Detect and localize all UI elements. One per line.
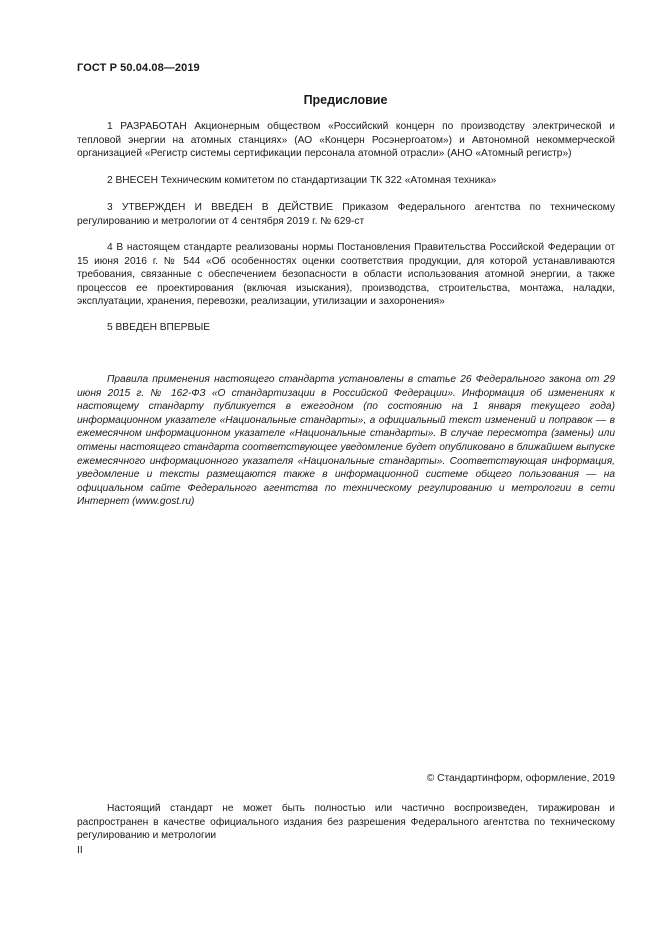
standard-code: ГОСТ Р 50.04.08—2019 [77, 62, 200, 74]
application-rules-notice: Правила применения настоящего стандарта установлены в статье 26 Федерального закона от 29 июня 2015 г. № 162-ФЗ «О стандартизации в Российской Федерации». Информация об изменениях к настоящему стандарту публикуется в ежегодном (по состоянию на 1 января текущего года) информационном указателе «Национальные стандарты», а официальный текст изменений и поправок — в ежемесячном информационном указателе «Национальные стандарты». В случае пересмотра (замены) или отмены настоящего стандарта соответствующее уведомление будет опубликовано в ближайшем выпуске ежемесячного информационного указателя «Национальные стандарты». Соответствующая информация, уведомление и тексты размещаются также в информационной системе общего пользования — на официальном сайте Федерального агентства по техническому регулированию и метрологии в сети Интернет (www.gost.ru) [77, 374, 615, 508]
paragraph-approved [77, 201, 615, 228]
paragraph-text: 4 В настоящем стандарте реализованы нормы Постановления Правительства Российской Федерации от 15 июня 2016 г. № 544 «Об особенностях оценки соответствия продукции, для которой устанавливаются требования, связанные с обеспечением безопасности в области использования атомной энергии, а также процессов ее проектирования (включая изыскания), производства, строительства, монтажа, наладки, эксплуатации, хранения, перевозки, реализации, утилизации и захоронения» [77, 242, 615, 308]
page-number: II [77, 845, 83, 856]
paragraph-text: 3 УТВЕРЖДЕН И ВВЕДЕН В ДЕЙСТВИЕ Приказом Федерального агентства по техническому регулированию и метрологии от 4 сентября 2019 г. № 629-ст [77, 202, 615, 227]
paragraph-text: 1 РАЗРАБОТАН Акционерным обществом «Российский концерн по производству электрической и тепловой энергии на атомных станциях» (АО «Концерн Росэнергоатом») и Автономной некоммерческой организацией «Регистр системы сертификации персонала атомной отрасли» (АНО «Атомный регистр») [77, 121, 615, 160]
paragraph-norms-implemented [77, 241, 615, 309]
paragraph-introduced-first-time [77, 321, 615, 335]
reproduction-notice: Настоящий стандарт не может быть полностью или частично воспроизведен, тиражирован и распространен в качестве официального издания без разрешения Федерального агентства по техническому регулированию и метрологии [77, 803, 615, 842]
copyright-line: © Стандартинформ, оформление, 2019 [426, 773, 615, 784]
paragraph-text: 5 ВВЕДЕН ВПЕРВЫЕ [107, 322, 211, 333]
paragraph-text: 2 ВНЕСЕН Техническим комитетом по стандартизации ТК 322 «Атомная техника» [107, 175, 497, 186]
paragraph-developed-by [77, 120, 615, 161]
page-title: Предисловие [303, 93, 388, 107]
paragraph-introduced-by [77, 174, 615, 188]
